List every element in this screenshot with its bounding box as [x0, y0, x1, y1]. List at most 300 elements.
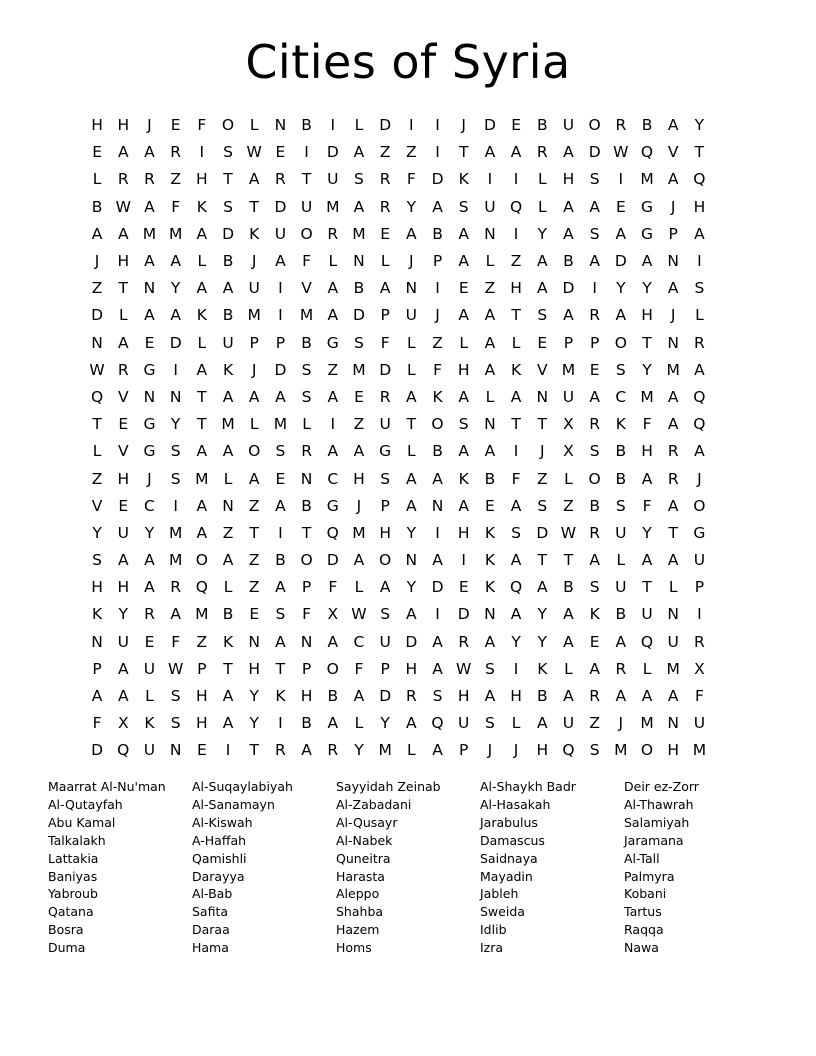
- grid-letter: A: [563, 306, 574, 325]
- grid-letter: U: [458, 714, 470, 733]
- grid-letter: Z: [353, 415, 365, 434]
- grid-letter: L: [511, 714, 521, 733]
- grid-letter: Z: [432, 333, 443, 352]
- grid-letter: R: [589, 306, 601, 325]
- grid-letter: A: [170, 306, 181, 325]
- grid-letter: U: [117, 632, 129, 651]
- grid-letter: J: [251, 360, 257, 379]
- word-list-item: Salamiyah: [624, 814, 690, 830]
- grid-letter: A: [196, 224, 208, 243]
- grid-letter: E: [275, 469, 286, 488]
- grid-letter: P: [301, 578, 312, 597]
- grid-letter: A: [222, 387, 234, 406]
- grid-letter: W: [115, 197, 131, 216]
- grid-letter: H: [248, 659, 261, 678]
- word-list-item: Deir ez-Zorr: [624, 779, 699, 794]
- grid-letter: L: [354, 714, 364, 733]
- grid-letter: H: [510, 687, 522, 706]
- grid-letter: S: [458, 197, 469, 216]
- grid-letter: L: [407, 741, 416, 760]
- grid-letter: L: [197, 333, 207, 352]
- grid-letter: U: [327, 170, 339, 189]
- grid-letter: Z: [406, 143, 417, 162]
- word-column: [624, 778, 768, 957]
- grid-letter: E: [196, 741, 207, 760]
- grid-letter: Y: [249, 687, 259, 706]
- grid-letter: J: [147, 469, 152, 488]
- grid-letter: A: [694, 360, 705, 379]
- grid-letter: Y: [170, 415, 181, 434]
- word-list-item: Jaramana: [624, 832, 684, 848]
- grid-letter: T: [301, 523, 312, 542]
- grid-letter: D: [431, 170, 444, 189]
- word-list-item: Yabroub: [48, 886, 98, 902]
- grid-letter: B: [641, 116, 653, 135]
- grid-letter: I: [618, 170, 624, 189]
- grid-letter: A: [406, 387, 417, 406]
- grid-letter: Y: [406, 578, 417, 597]
- grid-letter: N: [300, 632, 313, 651]
- grid-letter: D: [536, 523, 549, 542]
- grid-letter: N: [536, 387, 549, 406]
- grid-letter: V: [536, 360, 548, 379]
- grid-letter: A: [248, 469, 260, 488]
- grid-row: [84, 520, 713, 547]
- grid-letter: A: [353, 442, 365, 461]
- grid-letter: Y: [249, 714, 259, 733]
- grid-letter: B: [615, 605, 627, 624]
- grid-letter: R: [458, 632, 470, 651]
- grid-letter: U: [248, 279, 260, 298]
- grid-row: [84, 112, 713, 139]
- grid-letter: L: [407, 333, 416, 352]
- grid-letter: T: [249, 741, 259, 760]
- grid-letter: Z: [327, 360, 339, 379]
- word-list-item: Duma: [48, 940, 86, 956]
- grid-letter: B: [589, 496, 600, 515]
- word-list-item: Shahba: [336, 904, 384, 920]
- grid-letter: Q: [195, 578, 208, 597]
- grid-letter: N: [667, 714, 680, 733]
- grid-letter: N: [667, 605, 680, 624]
- grid-row: [84, 384, 713, 411]
- grid-letter: I: [278, 279, 283, 298]
- word-list-item: Al-Sanamayn: [192, 796, 275, 812]
- grid-letter: B: [536, 116, 548, 135]
- grid-letter: D: [326, 143, 339, 162]
- grid-letter: A: [484, 143, 496, 162]
- grid-letter: U: [379, 632, 391, 651]
- grid-letter: T: [223, 170, 233, 189]
- grid-letter: U: [562, 387, 575, 406]
- grid-letter: W: [167, 659, 184, 678]
- grid-letter: A: [275, 632, 286, 651]
- grid-letter: I: [513, 442, 519, 461]
- grid-letter: R: [694, 333, 705, 352]
- grid-letter: R: [275, 741, 286, 760]
- word-list-item: Al-Bab: [192, 886, 233, 902]
- grid-letter: Z: [484, 279, 496, 298]
- grid-letter: Q: [509, 197, 523, 216]
- grid-letter: S: [170, 442, 181, 461]
- word-list-item: Mayadin: [480, 868, 533, 884]
- grid-letter: K: [144, 714, 155, 733]
- word-list-item: Sweida: [480, 904, 525, 920]
- grid-letter: L: [695, 306, 704, 325]
- grid-letter: R: [327, 741, 339, 760]
- grid-letter: Q: [326, 523, 339, 542]
- word-list-item: A-Haffah: [192, 832, 247, 848]
- grid-letter: H: [457, 523, 470, 542]
- grid-letter: H: [641, 442, 653, 461]
- grid-letter: L: [328, 252, 338, 271]
- grid-letter: L: [92, 442, 102, 461]
- grid-letter: E: [118, 415, 129, 434]
- grid-letter: W: [613, 143, 629, 162]
- grid-letter: M: [352, 360, 366, 379]
- grid-letter: E: [458, 279, 469, 298]
- grid-letter: S: [694, 279, 705, 298]
- grid-letter: S: [615, 496, 626, 515]
- grid-letter: F: [302, 252, 312, 271]
- word-list-item: Raqqa: [624, 922, 664, 938]
- grid-letter: A: [563, 224, 574, 243]
- grid-letter: M: [666, 659, 680, 678]
- grid-letter: L: [485, 387, 495, 406]
- grid-letter: I: [330, 116, 336, 135]
- grid-letter: S: [223, 197, 233, 216]
- grid-letter: A: [536, 578, 548, 597]
- grid-letter: C: [144, 496, 155, 515]
- grid-letter: E: [589, 360, 600, 379]
- grid-letter: Y: [92, 523, 102, 542]
- grid-letter: A: [170, 605, 181, 624]
- grid-letter: X: [563, 415, 574, 434]
- grid-letter: A: [275, 387, 286, 406]
- grid-letter: L: [302, 415, 311, 434]
- grid-letter: Y: [642, 523, 652, 542]
- grid-letter: A: [353, 551, 365, 570]
- grid-letter: R: [379, 387, 391, 406]
- grid-letter: R: [301, 442, 312, 461]
- grid-letter: T: [197, 415, 207, 434]
- grid-letter: Z: [91, 469, 103, 488]
- grid-letter: A: [379, 578, 391, 597]
- grid-letter: L: [223, 469, 233, 488]
- word-list-item: Al-Kiswah: [192, 814, 253, 830]
- word-column: [480, 778, 624, 957]
- grid-letter: J: [409, 252, 414, 271]
- word-list-item: Al-Zabadani: [336, 796, 412, 812]
- grid-letter: D: [222, 224, 234, 243]
- grid-letter: K: [196, 197, 207, 216]
- grid-letter: D: [274, 197, 287, 216]
- grid-letter: Z: [536, 469, 548, 488]
- grid-letter: A: [484, 333, 496, 352]
- grid-letter: L: [223, 578, 233, 597]
- grid-letter: I: [435, 279, 440, 298]
- grid-row: [84, 710, 713, 737]
- grid-letter: T: [92, 415, 102, 434]
- grid-letter: A: [563, 687, 574, 706]
- grid-row: [84, 656, 713, 683]
- grid-letter: I: [435, 116, 440, 135]
- grid-row: [84, 574, 713, 601]
- grid-letter: R: [667, 469, 679, 488]
- grid-letter: N: [667, 252, 680, 271]
- word-list-item: Idlib: [480, 922, 507, 938]
- grid-letter: T: [458, 143, 469, 162]
- word-list-item: Palmyra: [624, 868, 675, 884]
- grid-letter: L: [564, 469, 573, 488]
- grid-letter: O: [588, 116, 601, 135]
- grid-letter: A: [406, 496, 417, 515]
- grid-row: [84, 465, 713, 492]
- grid-letter: B: [275, 551, 286, 570]
- grid-letter: S: [170, 469, 181, 488]
- grid-letter: A: [196, 442, 208, 461]
- grid-letter: B: [432, 442, 443, 461]
- grid-letter: H: [353, 469, 365, 488]
- grid-letter: H: [117, 469, 130, 488]
- grid-letter: A: [196, 523, 208, 542]
- grid-letter: Y: [170, 279, 181, 298]
- word-list-item: Jarabulus: [480, 814, 538, 830]
- grid-row: [84, 411, 713, 438]
- grid-letter: D: [274, 360, 287, 379]
- grid-letter: S: [380, 469, 391, 488]
- grid-letter: M: [195, 605, 209, 624]
- word-list-item: Lattakia: [48, 850, 99, 866]
- grid-letter: A: [406, 224, 417, 243]
- word-list-item: Daraa: [192, 922, 230, 938]
- grid-row: [84, 438, 713, 465]
- grid-letter: D: [379, 360, 392, 379]
- grid-letter: R: [170, 143, 182, 162]
- grid-letter: E: [458, 578, 469, 597]
- grid-letter: U: [143, 659, 156, 678]
- grid-letter: H: [91, 116, 103, 135]
- grid-letter: M: [352, 224, 366, 243]
- grid-letter: U: [641, 605, 653, 624]
- grid-letter: N: [91, 333, 103, 352]
- grid-letter: T: [197, 387, 207, 406]
- grid-letter: N: [431, 496, 444, 515]
- grid-letter: M: [640, 387, 654, 406]
- grid-letter: B: [301, 496, 312, 515]
- word-list-item: Al-Qutayfah: [48, 796, 123, 812]
- grid-letter: A: [458, 252, 470, 271]
- grid-letter: E: [92, 143, 102, 162]
- grid-letter: U: [274, 224, 287, 243]
- grid-letter: A: [615, 306, 627, 325]
- grid-letter: M: [692, 741, 707, 760]
- grid-letter: A: [117, 687, 129, 706]
- word-list-item: Al-Suqaylabiyah: [192, 779, 293, 794]
- grid-letter: E: [380, 224, 391, 243]
- grid-letter: P: [563, 333, 574, 352]
- grid-letter: D: [457, 605, 470, 624]
- grid-letter: H: [196, 170, 208, 189]
- grid-letter: A: [144, 306, 155, 325]
- grid-letter: T: [275, 659, 286, 678]
- grid-letter: A: [484, 687, 496, 706]
- word-list-item: Al-Nabek: [336, 832, 393, 848]
- grid-letter: A: [327, 714, 339, 733]
- grid-letter: G: [641, 197, 654, 216]
- grid-letter: H: [536, 741, 549, 760]
- grid-letter: K: [484, 551, 495, 570]
- grid-letter: M: [378, 741, 392, 760]
- grid-letter: R: [144, 605, 155, 624]
- grid-letter: S: [354, 170, 364, 189]
- word-list-item: Al-Hasakah: [480, 796, 551, 812]
- grid-letter: O: [379, 551, 392, 570]
- grid-letter: Q: [693, 415, 706, 434]
- grid-letter: D: [326, 551, 339, 570]
- grid-letter: B: [222, 306, 234, 325]
- grid-letter: I: [487, 170, 493, 189]
- grid-letter: B: [615, 469, 627, 488]
- word-list-item: Kobani: [624, 886, 667, 902]
- grid-letter: G: [143, 442, 156, 461]
- grid-letter: E: [511, 116, 521, 135]
- grid-letter: A: [589, 197, 600, 216]
- grid-letter: R: [144, 170, 155, 189]
- grid-letter: H: [300, 687, 313, 706]
- word-list-item: Homs: [336, 940, 372, 956]
- grid-letter: A: [117, 659, 129, 678]
- grid-letter: T: [301, 170, 312, 189]
- grid-letter: V: [301, 279, 312, 298]
- grid-letter: D: [169, 333, 182, 352]
- grid-letter: V: [91, 496, 103, 515]
- grid-letter: Q: [90, 387, 104, 406]
- grid-letter: A: [432, 197, 443, 216]
- grid-letter: L: [642, 659, 652, 678]
- grid-letter: L: [537, 197, 547, 216]
- grid-letter: Q: [117, 741, 130, 760]
- grid-letter: Y: [380, 714, 390, 733]
- grid-letter: D: [379, 687, 392, 706]
- grid-letter: A: [144, 197, 155, 216]
- grid-letter: F: [380, 333, 390, 352]
- grid-letter: U: [562, 116, 575, 135]
- grid-letter: Y: [118, 605, 129, 624]
- grid-letter: A: [170, 252, 181, 271]
- grid-letter: O: [221, 116, 235, 135]
- grid-letter: L: [249, 116, 259, 135]
- grid-letter: Q: [431, 714, 444, 733]
- grid-letter: B: [536, 687, 548, 706]
- grid-letter: B: [353, 279, 365, 298]
- grid-letter: A: [458, 496, 470, 515]
- grid-letter: I: [225, 741, 231, 760]
- grid-letter: R: [405, 687, 417, 706]
- grid-letter: H: [117, 252, 130, 271]
- grid-row: [84, 547, 713, 574]
- grid-letter: P: [197, 659, 207, 678]
- grid-letter: S: [589, 741, 600, 760]
- grid-letter: K: [537, 659, 548, 678]
- grid-letter: A: [667, 170, 679, 189]
- grid-letter: R: [536, 143, 548, 162]
- grid-letter: A: [458, 387, 470, 406]
- grid-row: [84, 683, 713, 710]
- word-column: [192, 778, 336, 957]
- grid-letter: T: [223, 659, 233, 678]
- grid-letter: T: [406, 415, 417, 434]
- word-list-item: Damascus: [480, 832, 545, 848]
- grid-letter: L: [354, 578, 364, 597]
- grid-letter: A: [589, 551, 600, 570]
- grid-letter: B: [301, 714, 312, 733]
- grid-letter: A: [117, 551, 129, 570]
- grid-letter: V: [117, 442, 129, 461]
- grid-letter: W: [89, 360, 105, 379]
- grid-letter: R: [117, 170, 129, 189]
- grid-letter: I: [173, 360, 178, 379]
- grid-letter: D: [588, 143, 601, 162]
- grid-letter: U: [615, 523, 627, 542]
- grid-letter: S: [589, 224, 600, 243]
- grid-letter: A: [406, 714, 417, 733]
- word-list-item: Al-Tall: [624, 850, 660, 866]
- grid-letter: U: [300, 197, 313, 216]
- grid-letter: G: [143, 360, 156, 379]
- grid-letter: F: [433, 360, 442, 379]
- word-list-item: Abu Kamal: [48, 814, 116, 830]
- grid-letter: J: [670, 197, 676, 216]
- grid-letter: O: [588, 469, 601, 488]
- grid-letter: T: [537, 415, 548, 434]
- grid-letter: Y: [537, 224, 548, 243]
- grid-row: [84, 330, 713, 357]
- grid-letter: B: [222, 252, 234, 271]
- grid-letter: L: [485, 252, 495, 271]
- grid-letter: I: [304, 143, 309, 162]
- grid-letter: A: [667, 551, 679, 570]
- grid-letter: H: [117, 578, 130, 597]
- grid-letter: U: [143, 741, 156, 760]
- grid-letter: H: [405, 659, 418, 678]
- grid-letter: A: [510, 143, 522, 162]
- grid-letter: J: [94, 252, 100, 271]
- grid-letter: S: [537, 496, 548, 515]
- grid-letter: F: [302, 605, 312, 624]
- word-list-item: Talkalakh: [48, 832, 106, 848]
- grid-letter: A: [327, 442, 339, 461]
- grid-letter: T: [511, 415, 521, 434]
- grid-row: [84, 166, 713, 193]
- word-list-item: Hazem: [336, 922, 380, 938]
- grid-letter: A: [327, 306, 339, 325]
- grid-letter: B: [563, 252, 574, 271]
- grid-letter: A: [117, 333, 129, 352]
- grid-letter: V: [667, 143, 679, 162]
- grid-letter: M: [640, 714, 654, 733]
- grid-letter: R: [275, 170, 286, 189]
- grid-letter: H: [667, 741, 680, 760]
- grid-letter: J: [697, 469, 702, 488]
- grid-letter: A: [615, 632, 627, 651]
- grid-letter: R: [170, 578, 182, 597]
- grid-letter: S: [484, 659, 495, 678]
- grid-letter: J: [670, 306, 676, 325]
- grid-letter: G: [326, 333, 339, 352]
- grid-letter: N: [353, 252, 365, 271]
- grid-letter: M: [247, 306, 261, 325]
